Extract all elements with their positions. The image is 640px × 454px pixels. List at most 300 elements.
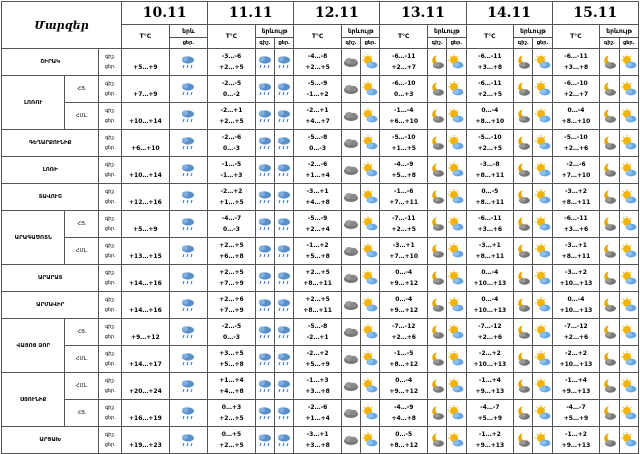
- moon-cloud-icon: [600, 108, 618, 124]
- day-temperature: +4…+8: [391, 415, 416, 422]
- temperature-cell: [380, 130, 428, 157]
- weather-icon-cell: [361, 103, 380, 130]
- night-temperature: -2…-6: [566, 161, 586, 168]
- night-temperature: -1…+2: [565, 431, 587, 438]
- sun-cloud-icon: [533, 351, 551, 367]
- region-name: ԱՐՄԱՎԻՐ: [2, 292, 99, 319]
- temperature-cell: [552, 238, 600, 265]
- weather-icon-cell: [447, 265, 466, 292]
- day-temperature: +5…+9: [133, 64, 158, 71]
- day-subheader: ցեր.: [361, 38, 380, 49]
- cloud-overcast-icon: [342, 162, 360, 178]
- day-temperature: +5…+8: [391, 172, 416, 179]
- cloud-rain-icon: [275, 378, 293, 394]
- day-subheader: ցեր.: [533, 38, 552, 49]
- temperature-cell: [380, 76, 428, 103]
- day-temperature: 0…-3: [223, 334, 240, 341]
- temperature-cell: [552, 400, 600, 427]
- cloud-rain-icon: [275, 297, 293, 313]
- day-temperature: 0…-2: [223, 91, 240, 98]
- weather-icon-cell: [255, 319, 274, 346]
- weather-icon-cell: [275, 400, 294, 427]
- cloud-overcast-icon: [342, 324, 360, 340]
- night-temperature: -1…+3: [306, 377, 329, 384]
- day-temperature: +2…+5: [391, 226, 416, 233]
- day-temperature: +4…+7: [305, 118, 330, 125]
- day-temperature: +9…+12: [131, 334, 160, 341]
- weather-icon-cell: [275, 211, 294, 238]
- night-temperature: -2…-6: [307, 404, 328, 411]
- day-temperature: +10…+13: [473, 307, 507, 314]
- phenomena-column-header: երևույթ: [428, 25, 467, 38]
- table-row: [2, 319, 639, 346]
- night-temperature: -1…-5: [221, 161, 242, 168]
- weather-icon-cell: [447, 319, 466, 346]
- day-temperature: +10…+13: [559, 307, 593, 314]
- weather-icon-cell: [255, 238, 274, 265]
- sun-cloud-icon: [620, 270, 638, 286]
- night-temperature: [122, 402, 169, 413]
- temperature-cell: [208, 265, 256, 292]
- temperature-cell: [294, 346, 342, 373]
- day-temperature: +2…+6: [563, 334, 589, 341]
- night-subheader: գիշ.: [255, 38, 274, 49]
- table-row: [2, 184, 639, 211]
- cloud-rain-icon: [170, 81, 208, 97]
- weather-icon-cell: [600, 265, 619, 292]
- region-name: ՍՅՈՒՆԻՔ: [2, 373, 65, 427]
- sun-cloud-icon: [447, 324, 465, 340]
- day-temperature: +7…+10: [561, 172, 591, 179]
- temperature-cell: [466, 292, 514, 319]
- day-temperature: +2…+4: [305, 226, 330, 233]
- sun-cloud-icon: [447, 351, 465, 367]
- cloud-overcast-icon: [342, 216, 360, 232]
- moon-cloud-icon: [428, 324, 446, 340]
- weather-icon-cell: [428, 76, 447, 103]
- day-label: ցեր.: [104, 334, 116, 340]
- night-temperature: -4…-7: [221, 215, 242, 222]
- night-temperature: +1…+4: [219, 377, 244, 384]
- date-header: 14.11: [466, 2, 552, 25]
- weather-icon-cell: [533, 238, 552, 265]
- weather-icon-cell: [275, 427, 294, 454]
- night-temperature: -6…-10: [391, 80, 416, 87]
- day-temperature: +1…+5: [391, 145, 416, 152]
- day-temperature: +8…+10: [475, 118, 505, 125]
- moon-cloud-icon: [428, 216, 446, 232]
- cloud-rain-icon: [256, 216, 274, 232]
- night-temperature: -5…-10: [564, 134, 588, 141]
- weather-icon-cell: [533, 184, 552, 211]
- night-temperature: 0…-5: [395, 431, 413, 438]
- moon-cloud-icon: [600, 162, 618, 178]
- moon-cloud-icon: [428, 189, 446, 205]
- temperature-cell: [294, 319, 342, 346]
- cloud-rain-icon: [275, 81, 293, 97]
- weather-icon-cell: [255, 346, 274, 373]
- day-temperature: +13…+15: [129, 253, 162, 260]
- sun-cloud-icon: [533, 378, 551, 394]
- day-temperature: +8…+10: [561, 118, 591, 125]
- cloud-overcast-icon: [342, 351, 360, 367]
- weather-icon-cell: [533, 427, 552, 454]
- subregion-label: ՀՅ.: [65, 76, 99, 103]
- temperature-cell: [122, 157, 170, 184]
- table-row: [2, 130, 639, 157]
- cloud-overcast-icon: [342, 297, 360, 313]
- night-subheader: գիշ.: [341, 38, 360, 49]
- moon-cloud-icon: [600, 135, 618, 151]
- moon-cloud-icon: [428, 351, 446, 367]
- night-label: գիշ.: [104, 270, 116, 276]
- weather-icon-cell: [341, 238, 360, 265]
- temperature-cell: [122, 400, 170, 427]
- weather-icon-cell: [341, 157, 360, 184]
- sun-cloud-icon: [533, 216, 551, 232]
- night-temperature: +2…+5: [219, 242, 244, 249]
- weather-icon-cell: [275, 130, 294, 157]
- weather-icon-cell: [428, 427, 447, 454]
- night-label: գիշ.: [104, 216, 116, 222]
- night-label: գիշ.: [104, 54, 116, 60]
- temperature-cell: [380, 373, 428, 400]
- weather-icon-cell: [428, 292, 447, 319]
- night-temperature: -5…-9: [307, 80, 328, 87]
- night-temperature: -2…+1: [220, 107, 243, 114]
- sun-cloud-icon: [533, 324, 551, 340]
- night-label: գիշ.: [104, 81, 116, 87]
- weather-icon-cell: [361, 373, 380, 400]
- sun-cloud-icon: [361, 108, 379, 124]
- day-temperature: +7…+11: [389, 199, 419, 206]
- night-temperature: -6…-11: [478, 80, 502, 87]
- night-temperature: +2…+5: [219, 269, 244, 276]
- night-temperature: -6…-10: [564, 80, 588, 87]
- weather-icon-cell: [361, 76, 380, 103]
- cloud-rain-icon: [275, 351, 293, 367]
- night-temperature: -1…-6: [394, 188, 414, 195]
- sun-cloud-icon: [533, 108, 551, 124]
- cloud-overcast-icon: [342, 378, 360, 394]
- temperature-cell: [208, 373, 256, 400]
- weather-icon-cell: [255, 76, 274, 103]
- day-night-labels: [99, 76, 122, 103]
- sun-cloud-icon: [447, 378, 465, 394]
- date-header: 12.11: [294, 2, 380, 25]
- temperature-cell: [208, 427, 256, 454]
- moon-cloud-icon: [428, 405, 446, 421]
- night-temperature: -1…+2: [478, 431, 501, 438]
- day-temperature: -1…+3: [220, 172, 243, 179]
- day-temperature: +8…+11: [303, 307, 332, 314]
- day-temperature: +9…+13: [475, 388, 505, 395]
- sun-cloud-icon: [447, 243, 465, 259]
- night-temperature: -1…-5: [394, 350, 414, 357]
- weather-icon-cell: [341, 49, 360, 76]
- day-temperature: +16…+19: [129, 415, 162, 422]
- temperature-cell: [552, 49, 600, 76]
- cloud-rain-icon: [170, 243, 208, 259]
- night-temperature: 0…-4: [481, 107, 499, 114]
- sun-cloud-icon: [620, 54, 638, 70]
- sun-cloud-icon: [447, 189, 465, 205]
- weather-icon-cell: [361, 184, 380, 211]
- temperature-cell: [380, 319, 428, 346]
- day-temperature: -1…+2: [306, 91, 329, 98]
- night-temperature: -1…+4: [565, 377, 587, 384]
- weather-icon-cell: [619, 319, 638, 346]
- weather-icon-cell: [447, 211, 466, 238]
- weather-icon-cell: [447, 130, 466, 157]
- day-temperature: +2…+6: [563, 145, 589, 152]
- sun-cloud-icon: [533, 189, 551, 205]
- weather-icon-cell: [428, 373, 447, 400]
- night-temperature: -3…+1: [392, 242, 415, 249]
- weather-icon-cell: [169, 373, 208, 400]
- temp-column-header: T°C: [466, 25, 514, 49]
- weather-icon-cell: [619, 346, 638, 373]
- weather-icon-cell: [447, 427, 466, 454]
- temperature-cell: [380, 103, 428, 130]
- temperature-cell: [466, 76, 514, 103]
- weather-icon-cell: [533, 49, 552, 76]
- temperature-cell: [122, 238, 170, 265]
- weather-icon-cell: [428, 319, 447, 346]
- sun-cloud-icon: [447, 297, 465, 313]
- temperature-cell: [466, 400, 514, 427]
- cloud-rain-icon: [170, 108, 208, 124]
- weather-icon-cell: [169, 49, 208, 76]
- weather-icon-cell: [428, 400, 447, 427]
- weather-icon-cell: [361, 319, 380, 346]
- day-temperature: +3…+8: [305, 442, 330, 449]
- temperature-cell: [208, 76, 256, 103]
- region-name: ՇԻՐԱԿ: [2, 49, 99, 76]
- weather-icon-cell: [514, 238, 533, 265]
- weather-icon-cell: [447, 76, 466, 103]
- cloud-rain-icon: [275, 108, 293, 124]
- cloud-rain-icon: [275, 162, 293, 178]
- temperature-cell: [208, 238, 256, 265]
- temperature-cell: [380, 346, 428, 373]
- weather-icon-cell: [600, 103, 619, 130]
- night-temperature: -3…+1: [565, 242, 587, 249]
- day-temperature: +8…+12: [389, 442, 419, 449]
- cloud-rain-icon: [275, 54, 293, 70]
- weather-icon-cell: [361, 400, 380, 427]
- weather-icon-cell: [619, 157, 638, 184]
- day-temperature: +7…+10: [389, 253, 419, 260]
- weather-icon-cell: [341, 400, 360, 427]
- temp-column-header: T°C: [208, 25, 256, 49]
- day-temperature: +10…+13: [559, 361, 593, 368]
- weather-icon-cell: [619, 49, 638, 76]
- sun-cloud-icon: [533, 270, 551, 286]
- cloud-rain-icon: [275, 243, 293, 259]
- night-temperature: -4…-9: [394, 404, 414, 411]
- weather-icon-cell: [514, 292, 533, 319]
- day-temperature: +2…+5: [477, 91, 503, 98]
- cloud-rain-icon: [170, 351, 208, 367]
- day-temperature: +9…+13: [561, 442, 591, 449]
- weather-icon-cell: [275, 49, 294, 76]
- cloud-rain-icon: [275, 405, 293, 421]
- day-temperature: +10…+13: [559, 280, 593, 287]
- cloud-overcast-icon: [342, 54, 360, 70]
- weather-icon-cell: [275, 373, 294, 400]
- sun-cloud-icon: [533, 162, 551, 178]
- phenomena-column-header: երևույթ: [255, 25, 294, 38]
- night-label: գիշ.: [104, 405, 116, 411]
- day-subheader: ցեր.: [447, 38, 466, 49]
- moon-cloud-icon: [514, 405, 532, 421]
- moon-cloud-icon: [428, 81, 446, 97]
- cloud-rain-icon: [256, 189, 274, 205]
- day-temperature: +2…+5: [219, 118, 244, 125]
- temperature-cell: [380, 49, 428, 76]
- night-temperature: -1…+4: [478, 377, 501, 384]
- night-temperature: 0…-4: [395, 296, 413, 303]
- cloud-overcast-icon: [342, 81, 360, 97]
- weather-icon-cell: [447, 292, 466, 319]
- day-temperature: +2…+5: [219, 415, 244, 422]
- weather-icon-cell: [275, 265, 294, 292]
- night-label: գիշ.: [104, 162, 116, 168]
- night-temperature: -3…-6: [221, 53, 242, 60]
- temperature-cell: [380, 211, 428, 238]
- night-temperature: 0…+3: [221, 404, 242, 411]
- weather-icon-cell: [428, 238, 447, 265]
- moon-cloud-icon: [600, 432, 618, 448]
- sun-cloud-icon: [361, 324, 379, 340]
- sun-cloud-icon: [447, 81, 465, 97]
- day-label: ցեր.: [104, 442, 116, 448]
- day-night-labels: [99, 292, 122, 319]
- day-label: ցեր.: [104, 145, 116, 151]
- weather-icon-cell: [341, 373, 360, 400]
- weather-icon-cell: [361, 427, 380, 454]
- cloud-overcast-icon: [342, 189, 360, 205]
- day-temperature: +5…+9: [477, 415, 503, 422]
- cloud-overcast-icon: [342, 432, 360, 448]
- night-temperature: -5…-8: [307, 323, 328, 330]
- subregion-label: ՀՄԼ.: [65, 238, 99, 265]
- day-night-labels: [99, 319, 122, 346]
- weather-icon-cell: [275, 103, 294, 130]
- night-temperature: -3…-8: [480, 161, 500, 168]
- cloud-rain-icon: [256, 351, 274, 367]
- temperature-cell: [294, 211, 342, 238]
- day-temperature: 0…-3: [309, 145, 327, 152]
- temperature-cell: [552, 130, 600, 157]
- night-temperature: +3…+5: [219, 350, 244, 357]
- cloud-rain-icon: [256, 432, 274, 448]
- sun-cloud-icon: [620, 405, 638, 421]
- cloud-rain-icon: [275, 324, 293, 340]
- weather-icon-cell: [533, 76, 552, 103]
- phenomena-column-header: երևույթ: [514, 25, 553, 38]
- day-temperature: +2…+5: [219, 64, 244, 71]
- weather-icon-cell: [619, 373, 638, 400]
- table-row: [2, 373, 639, 400]
- sun-cloud-icon: [361, 216, 379, 232]
- day-label: ցեր.: [104, 253, 116, 259]
- phenomena-column-header: երև: [169, 25, 208, 38]
- temperature-cell: [552, 292, 600, 319]
- sun-cloud-icon: [533, 243, 551, 259]
- day-temperature: +8…+11: [475, 199, 505, 206]
- moon-cloud-icon: [600, 189, 618, 205]
- day-label: ցեր.: [104, 415, 116, 421]
- night-temperature: -3…+2: [565, 269, 587, 276]
- day-label: ցեր.: [104, 361, 116, 367]
- night-temperature: [122, 267, 169, 278]
- temperature-cell: [552, 211, 600, 238]
- cloud-rain-icon: [275, 189, 293, 205]
- day-night-labels: [99, 427, 122, 454]
- day-temperature: +9…+12: [389, 307, 419, 314]
- weather-icon-cell: [600, 130, 619, 157]
- temperature-cell: [466, 346, 514, 373]
- day-temperature: +2…+5: [477, 145, 503, 152]
- day-temperature: +6…+10: [131, 145, 160, 152]
- day-label: ցեր.: [104, 91, 116, 97]
- temperature-cell: [380, 184, 428, 211]
- weather-icon-cell: [600, 76, 619, 103]
- night-temperature: -7…-12: [478, 323, 502, 330]
- weather-icon-cell: [361, 157, 380, 184]
- moon-cloud-icon: [600, 216, 618, 232]
- temperature-cell: [294, 427, 342, 454]
- weather-icon-cell: [169, 76, 208, 103]
- table-title: Մարզեր: [2, 2, 122, 49]
- weather-icon-cell: [169, 292, 208, 319]
- temperature-cell: [466, 211, 514, 238]
- temperature-cell: [208, 319, 256, 346]
- night-temperature: -1…+2: [306, 242, 329, 249]
- weather-icon-cell: [341, 346, 360, 373]
- night-temperature: +2…+6: [219, 296, 244, 303]
- cloud-rain-icon: [256, 81, 274, 97]
- subregion-label: ՀՅ.: [65, 319, 99, 346]
- night-temperature: -3…+1: [478, 242, 501, 249]
- day-temperature: +3…+8: [563, 64, 589, 71]
- date-header: 15.11: [552, 2, 638, 25]
- day-temperature: +6…+8: [219, 253, 244, 260]
- day-night-labels: [99, 157, 122, 184]
- cloud-rain-icon: [256, 297, 274, 313]
- day-temperature: +9…+13: [475, 442, 505, 449]
- moon-cloud-icon: [428, 54, 446, 70]
- sun-cloud-icon: [447, 216, 465, 232]
- temperature-cell: [380, 238, 428, 265]
- moon-cloud-icon: [600, 405, 618, 421]
- night-label: գիշ.: [104, 243, 116, 249]
- temperature-cell: [122, 184, 170, 211]
- weather-icon-cell: [514, 130, 533, 157]
- temperature-cell: [294, 265, 342, 292]
- weather-icon-cell: [255, 130, 274, 157]
- sun-cloud-icon: [361, 243, 379, 259]
- day-temperature: +2…+7: [391, 64, 416, 71]
- weather-icon-cell: [169, 265, 208, 292]
- night-temperature: [122, 429, 169, 440]
- temperature-cell: [294, 49, 342, 76]
- moon-cloud-icon: [514, 135, 532, 151]
- temp-column-header: T°C: [122, 25, 170, 49]
- night-subheader: գիշ.: [428, 38, 447, 49]
